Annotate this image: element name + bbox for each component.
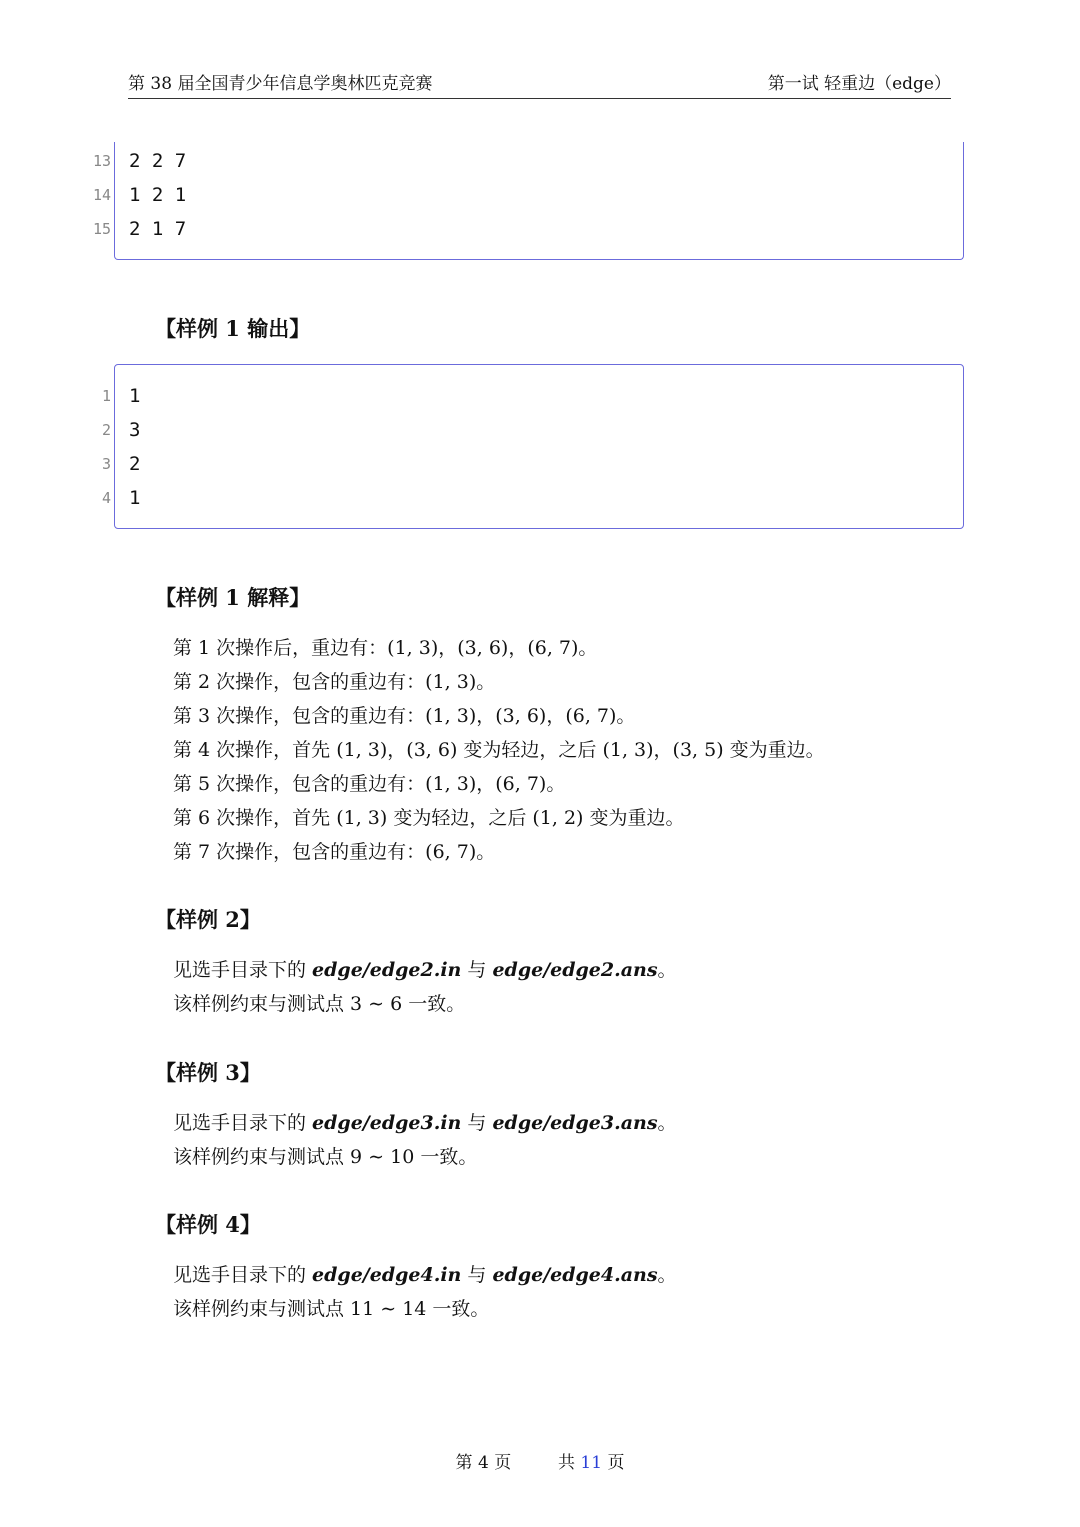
explain-line: 第 6 次操作，首先 (1, 3) 变为轻边，之后 (1, 2) 变为重边。 [173, 807, 685, 829]
total-label-suffix: 页 [607, 1453, 625, 1473]
sample4-constraint-line: 该样例约束与测试点 11 ∼ 14 一致。 [173, 1298, 490, 1320]
explain-line: 第 4 次操作，首先 (1, 3)，(3, 6) 变为轻边，之后 (1, 3)，(3, 5) 变为重边。 [173, 739, 825, 761]
total-label-prefix: 共 [558, 1453, 575, 1473]
page-label-prefix: 第 [455, 1453, 473, 1473]
input-file-name: edge/edge4.in [312, 1264, 462, 1286]
input-file-name: edge/edge2.in [312, 959, 462, 981]
files-mid: 与 [461, 959, 493, 981]
code-line [92, 144, 963, 178]
files-suffix: 。 [657, 1112, 677, 1134]
code-line [92, 212, 963, 246]
line-number: 2 [101, 421, 111, 439]
files-prefix: 见选手目录下的 [173, 1264, 313, 1286]
explain-line: 第 1 次操作后，重边有：(1, 3)，(3, 6)，(6, 7)。 [173, 637, 598, 659]
page-header [128, 70, 951, 99]
line-number: 14 [92, 186, 111, 204]
explain-line: 第 3 次操作，包含的重边有：(1, 3)，(3, 6)，(6, 7)。 [173, 705, 636, 727]
line-number: 13 [92, 152, 111, 170]
header-problem-title: 第一试 轻重边（edge） [767, 74, 951, 94]
page-number: 4 [477, 1453, 489, 1473]
code-line [92, 178, 963, 212]
files-mid: 与 [461, 1264, 493, 1286]
code-text: 2 2 7 [129, 150, 187, 172]
code-text: 2 [129, 453, 141, 475]
page-footer [0, 1450, 1080, 1476]
answer-file-name: edge/edge4.ans [492, 1264, 658, 1286]
files-mid: 与 [461, 1112, 493, 1134]
sample1-output-title: 【样例 1 输出】 [155, 316, 311, 341]
total-pages-link[interactable]: 11 [580, 1453, 603, 1473]
line-number: 3 [101, 455, 111, 473]
code-line [101, 481, 963, 515]
line-number: 1 [101, 387, 111, 405]
line-number: 4 [101, 489, 111, 507]
answer-file-name: edge/edge2.ans [492, 959, 658, 981]
files-suffix: 。 [657, 1264, 677, 1286]
sample1-input-codebox [92, 142, 964, 260]
code-text: 1 2 1 [129, 184, 187, 206]
files-suffix: 。 [657, 959, 677, 981]
sample2-constraint-line: 该样例约束与测试点 3 ∼ 6 一致。 [173, 993, 466, 1015]
input-file-name: edge/edge3.in [312, 1112, 462, 1134]
files-prefix: 见选手目录下的 [173, 1112, 313, 1134]
explain-line: 第 5 次操作，包含的重边有：(1, 3)，(6, 7)。 [173, 773, 566, 795]
sample1-explain-title: 【样例 1 解释】 [155, 585, 311, 610]
sample2-title: 【样例 2】 [155, 907, 261, 932]
explain-line: 第 2 次操作，包含的重边有：(1, 3)。 [173, 671, 496, 693]
answer-file-name: edge/edge3.ans [492, 1112, 658, 1134]
sample3-constraint-line: 该样例约束与测试点 9 ∼ 10 一致。 [173, 1146, 478, 1168]
sample4-files-line [173, 1258, 677, 1292]
code-text: 1 [129, 487, 141, 509]
code-text: 1 [129, 385, 141, 407]
code-line [101, 413, 963, 447]
sample1-output-codebox [101, 364, 964, 529]
header-contest-title: 第 38 届全国青少年信息学奥林匹克竞赛 [128, 74, 433, 94]
explain-line: 第 7 次操作，包含的重边有：(6, 7)。 [173, 841, 496, 863]
code-line [101, 447, 963, 481]
code-line [101, 379, 963, 413]
code-text: 2 1 7 [129, 218, 187, 240]
sample3-title: 【样例 3】 [155, 1060, 261, 1085]
code-text: 3 [129, 419, 141, 441]
sample2-files-line [173, 953, 677, 987]
page-label-suffix: 页 [494, 1453, 512, 1473]
sample4-title: 【样例 4】 [155, 1212, 261, 1237]
line-number: 15 [92, 220, 111, 238]
sample3-files-line [173, 1106, 677, 1140]
files-prefix: 见选手目录下的 [173, 959, 313, 981]
